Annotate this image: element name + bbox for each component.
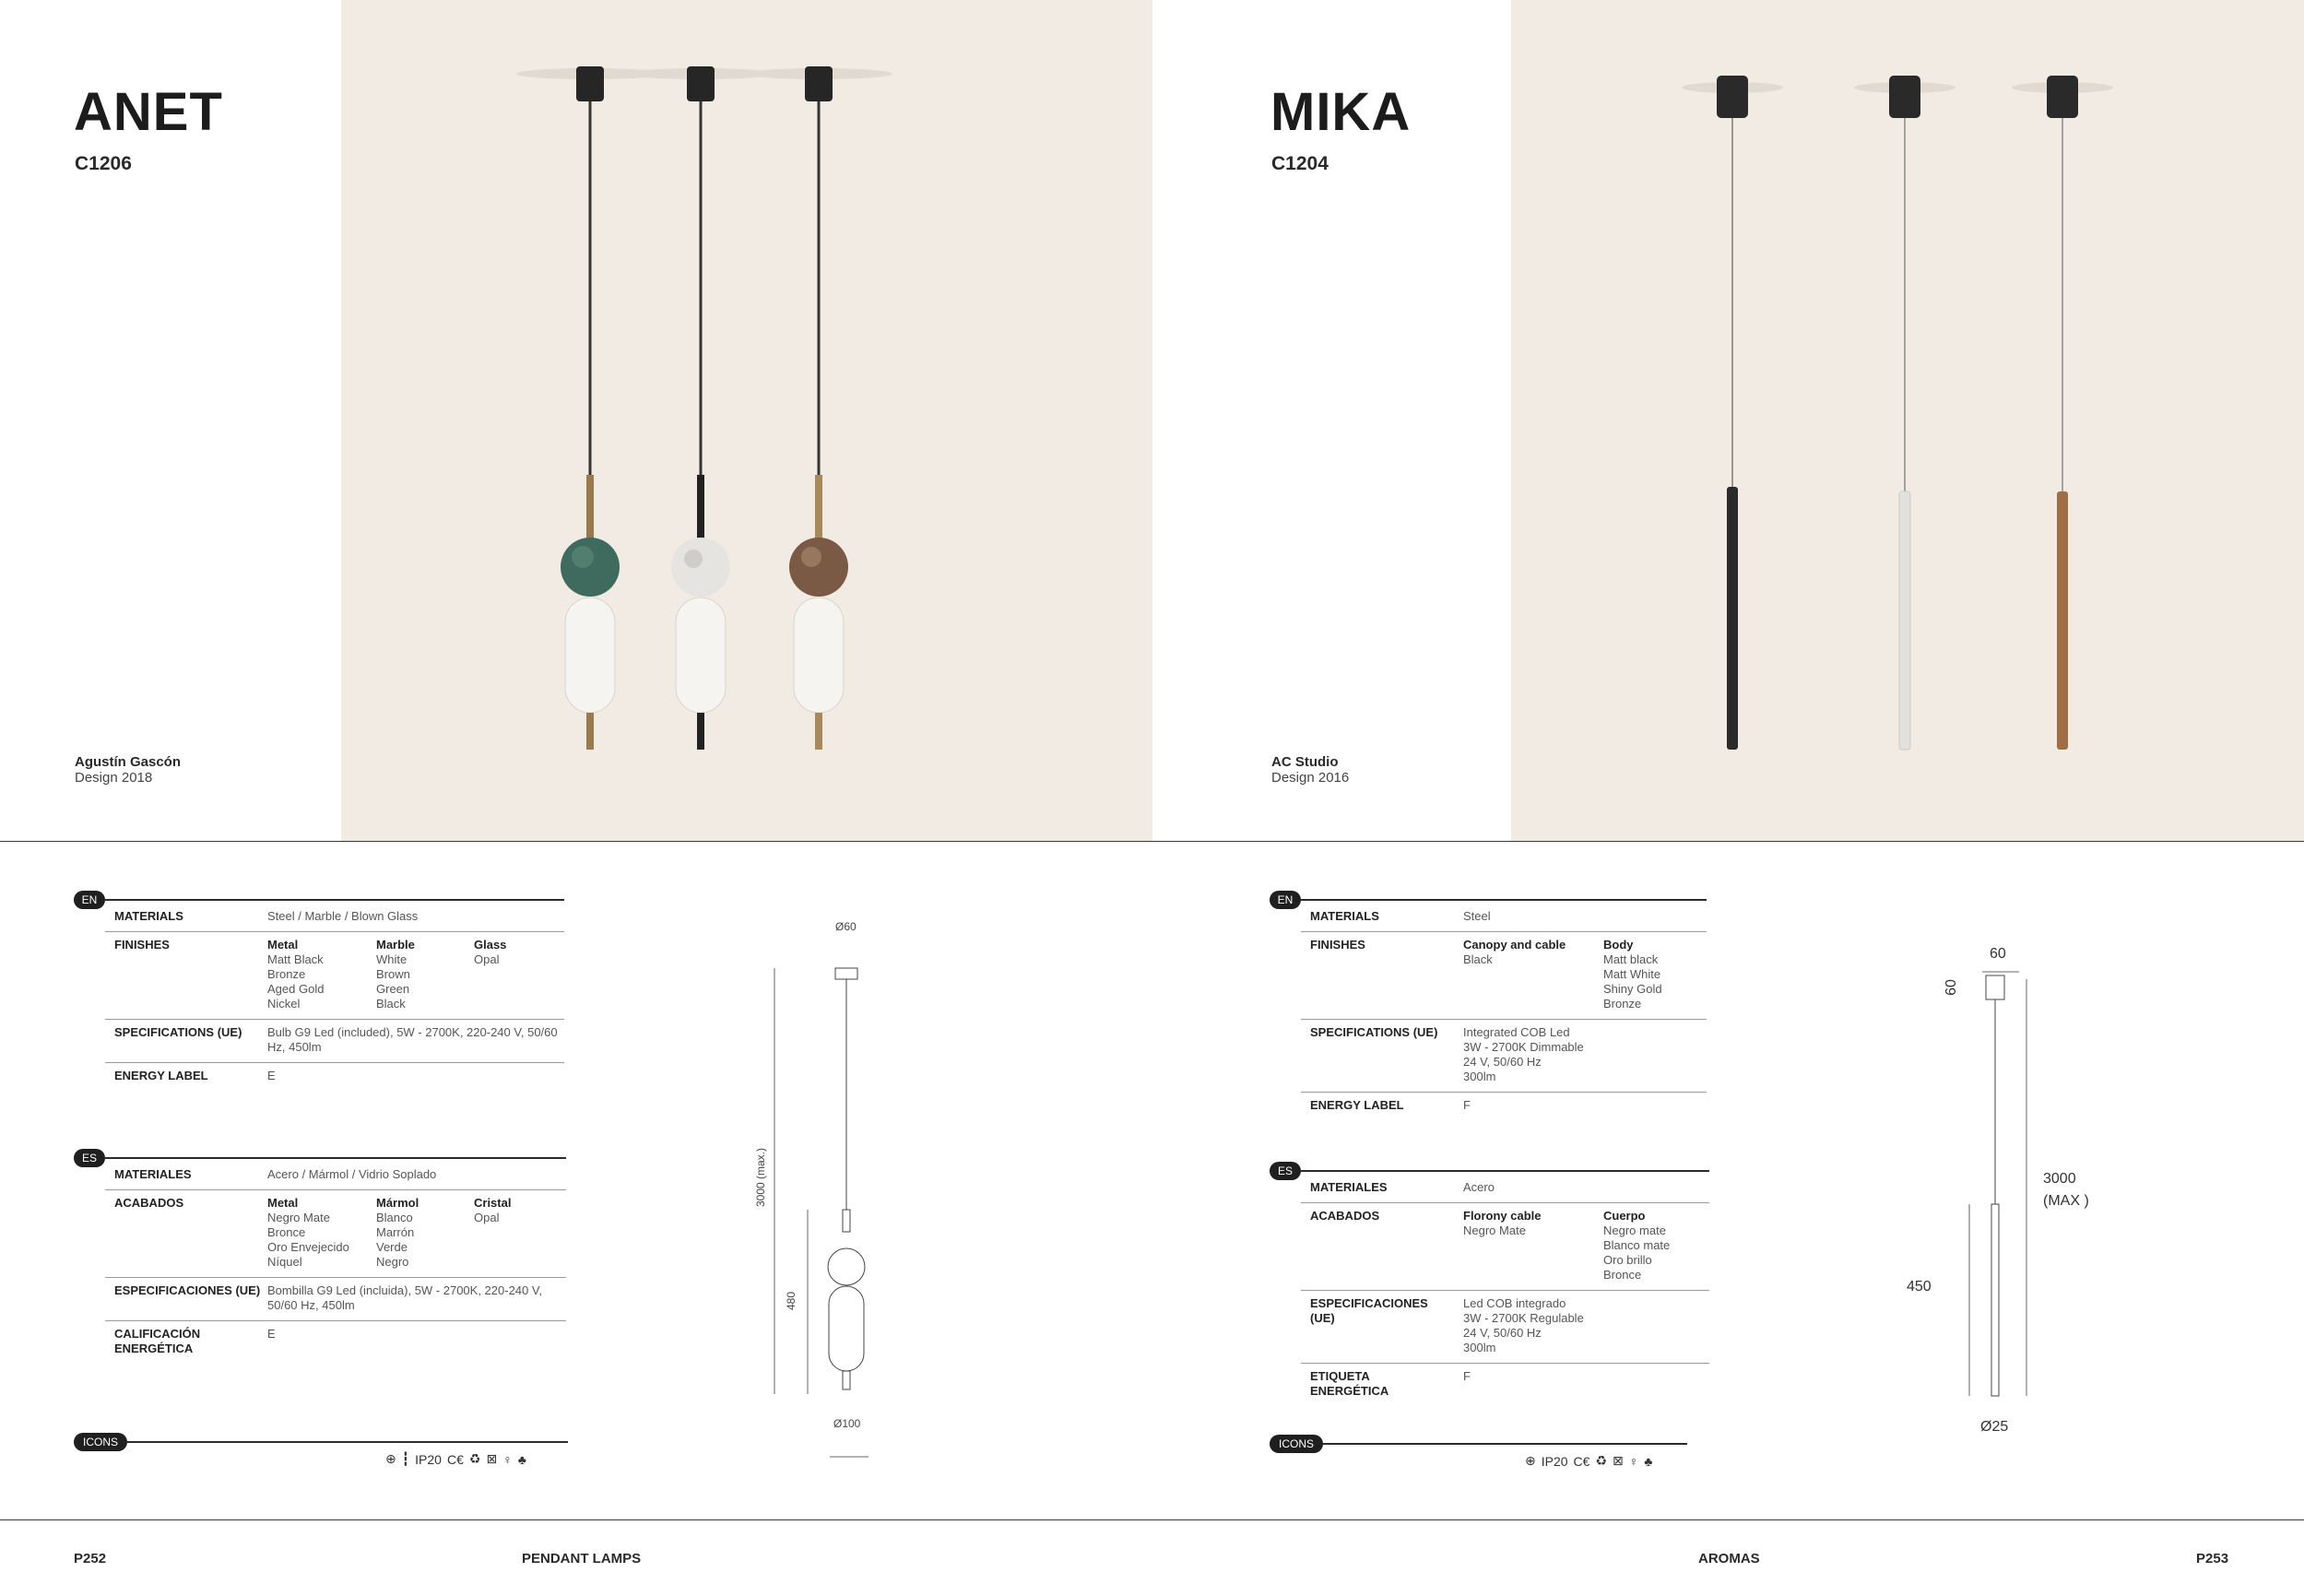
weee-bin-icon: ⊠ (486, 1451, 498, 1466)
mika-product-photo (1511, 0, 2304, 841)
finish-item: Opal (474, 952, 500, 966)
finish-item: Shiny Gold (1603, 982, 1662, 996)
finish-columns (1463, 938, 1705, 1011)
finish-column (267, 938, 376, 1011)
rule-line (105, 899, 564, 901)
icons-badge: ICONS (74, 1433, 127, 1451)
dim-top-diameter: Ø60 (835, 920, 857, 933)
page-number-left: P252 (74, 1551, 107, 1566)
finish-item: Negro mate (1603, 1224, 1666, 1237)
bulb-icon: ♀ (502, 1451, 513, 1467)
spec-lines (1463, 1025, 1584, 1084)
design-year-anet: Design 2018 (75, 770, 153, 786)
finish-item: Blanco mate (1603, 1238, 1671, 1252)
finish-column (1463, 1209, 1603, 1283)
dim-body-height: 450 (1907, 1279, 1932, 1295)
spec-row-materials: MATERIALS Steel / Marble / Blown Glass (105, 904, 564, 932)
cable-icon: ┇ (401, 1451, 410, 1466)
spec-row-finishes: FINISHES Canopy and cable Black Body Matt black Matt White Shiny Gold Bronze (1301, 932, 1707, 1020)
finish-item: Oro Envejecido (267, 1240, 349, 1254)
finish-column-head: Canopy and cable (1463, 938, 1566, 952)
spec-line: 300lm (1463, 1070, 1496, 1083)
spec-line: 24 V, 50/60 Hz (1463, 1326, 1542, 1340)
anet-product-photo (341, 0, 1152, 841)
spec-line: Integrated COB Led (1463, 1025, 1570, 1039)
designer-mika: AC Studio (1271, 754, 1339, 770)
finish-item: Bronce (267, 1225, 306, 1239)
finish-column-head: Florony cable (1463, 1209, 1542, 1223)
certification-icons (1525, 1453, 1652, 1469)
page-number-right: P253 (2196, 1551, 2229, 1566)
finish-item: Marrón (376, 1225, 415, 1239)
spec-lines (1463, 1296, 1584, 1355)
rule-line (1323, 1443, 1687, 1445)
finish-column-head: Metal (267, 1196, 299, 1210)
finish-item: Matt Black (267, 952, 324, 966)
spec-row-especificaciones: ESPECIFICACIONES (UE) Led COB integrado 3W - 2700K Regulable 24 V, 50/60 Hz 300lm (1301, 1291, 1709, 1364)
spec-row-finishes: FINISHES Metal Matt Black Bronze Aged Gold Nickel Marble White Brown Green Black Glass Opal (105, 932, 564, 1020)
dim-total-height: 3000 (max.) (754, 1147, 767, 1208)
spec-line: Led COB integrado (1463, 1296, 1566, 1310)
finish-columns (267, 938, 557, 1011)
dim-canopy-height: 60 (1943, 979, 1959, 996)
section-name-right: AROMAS (1698, 1551, 1760, 1566)
finish-column-head: Cristal (474, 1196, 512, 1210)
spec-row-calificacion: CALIFICACIÓN ENERGÉTICA E (114, 1327, 276, 1355)
finish-item: Níquel (267, 1255, 302, 1269)
footer-divider (0, 1519, 2304, 1520)
recycle-icon: ♻ (1595, 1453, 1608, 1468)
spec-row-specifications: SPECIFICATIONS (UE) Integrated COB Led 3W - 2700K Dimmable 24 V, 50/60 Hz 300lm (1301, 1020, 1707, 1093)
finish-column (1603, 1209, 1705, 1283)
anet-pendant-lamps-image (341, 0, 1152, 841)
section-name-left: PENDANT LAMPS (522, 1551, 642, 1566)
ce-mark-icon: C€ (446, 1451, 464, 1467)
finish-column-head: Glass (474, 938, 507, 952)
dim-top-width: 60 (1990, 946, 2006, 962)
lang-badge-en: EN (1270, 891, 1301, 909)
class-ii-icon: ⊕ (1525, 1453, 1536, 1468)
rule-line (127, 1441, 568, 1443)
finish-item: Black (1463, 952, 1493, 966)
finish-columns (1463, 1209, 1705, 1283)
recycle-icon: ♻ (468, 1451, 481, 1466)
rule-line (1301, 1170, 1709, 1172)
finish-item: Brown (376, 967, 410, 981)
class-ii-icon: ⊕ (385, 1451, 396, 1466)
dim-diameter: Ø25 (1980, 1419, 2009, 1435)
mika-pendant-lamps-image (1511, 0, 2304, 841)
spec-row-acabados: ACABADOS Metal Negro Mate Bronce Oro Envejecido Níquel Mármol Blanco Marrón Verde Negro Cristal Opal (105, 1190, 566, 1278)
finish-item: Negro Mate (267, 1211, 330, 1224)
rule-line (1301, 899, 1707, 901)
finish-column-head: Marble (376, 938, 415, 952)
energy-class-icon: ♣ (517, 1451, 526, 1467)
finish-column (267, 1196, 376, 1270)
finish-column (376, 938, 474, 1011)
finish-item: Matt White (1603, 967, 1661, 981)
finish-column (474, 1196, 557, 1270)
finish-item: Aged Gold (267, 982, 325, 996)
finish-column-head: Mármol (376, 1196, 419, 1210)
bulb-icon: ♀ (1628, 1453, 1639, 1469)
spec-row-etiqueta: ETIQUETA ENERGÉTICA F (1310, 1369, 1471, 1398)
icons-badge: ICONS (1270, 1435, 1323, 1453)
spec-row-acabados: ACABADOS Florony cable Negro Mate Cuerpo Negro mate Blanco mate Oro brillo Bronce (1301, 1203, 1709, 1291)
finish-item: Blanco (376, 1211, 413, 1224)
designer-anet: Agustín Gascón (75, 754, 182, 770)
finish-column-head: Metal (267, 938, 299, 952)
finish-item: Black (376, 997, 406, 1011)
finish-item: Oro brillo (1603, 1253, 1652, 1267)
spec-line: 24 V, 50/60 Hz (1463, 1055, 1542, 1069)
energy-class-icon: ♣ (1644, 1453, 1653, 1469)
spec-row-materiales: MATERIALES Acero (1301, 1175, 1709, 1203)
lang-badge-es: ES (74, 1149, 105, 1167)
spec-line: 3W - 2700K Regulable (1463, 1311, 1584, 1325)
rule-line (105, 1157, 566, 1159)
finish-columns (267, 1196, 557, 1270)
product-title-anet: ANET (74, 82, 223, 142)
ip-rating: IP20 (1541, 1453, 1568, 1469)
section-divider (0, 841, 2304, 842)
lang-badge-es: ES (1270, 1162, 1301, 1180)
finish-column-head: Cuerpo (1603, 1209, 1646, 1223)
product-code-mika: C1204 (1271, 153, 1329, 174)
ce-mark-icon: C€ (1573, 1453, 1590, 1469)
finish-item: Negro (376, 1255, 409, 1269)
product-code-anet: C1206 (75, 153, 132, 174)
spec-row-energy: ENERGY LABEL E (114, 1069, 276, 1082)
certification-icons (385, 1451, 526, 1467)
spec-row-materials: MATERIALS Steel (1301, 904, 1707, 932)
dim-total-height-note: (MAX ) (2043, 1193, 2089, 1209)
product-title-mika: MIKA (1270, 82, 1412, 142)
finish-item: Bronce (1603, 1268, 1642, 1282)
mika-technical-drawing (1918, 959, 2038, 1411)
finish-column (1603, 938, 1705, 1011)
finish-item: Opal (474, 1211, 500, 1224)
weee-bin-icon: ⊠ (1613, 1453, 1624, 1468)
finish-item: Matt black (1603, 952, 1659, 966)
ip-rating: IP20 (415, 1451, 442, 1467)
finish-item: White (376, 952, 408, 966)
finish-item: Nickel (267, 997, 301, 1011)
lang-badge-en: EN (74, 891, 105, 909)
finish-item: Verde (376, 1240, 408, 1254)
finish-item: Bronze (1603, 997, 1642, 1011)
spec-row-materiales: MATERIALES Acero / Mármol / Vidrio Soplado (105, 1162, 566, 1190)
finish-item: Bronze (267, 967, 306, 981)
spec-line: 300lm (1463, 1341, 1496, 1354)
spec-row-especificaciones: ESPECIFICACIONES (UE) Bombilla G9 Led (incluida), 5W - 2700K, 220-240 V, 50/60 Hz, 450lm (105, 1278, 566, 1321)
spec-row-specifications: SPECIFICATIONS (UE) Bulb G9 Led (included), 5W - 2700K, 220-240 V, 50/60 Hz, 450lm (105, 1020, 564, 1063)
finish-column (1463, 938, 1603, 1011)
spec-row-energy: ENERGY LABEL F (1310, 1098, 1471, 1112)
finish-column-head: Body (1603, 938, 1634, 952)
finish-item: Negro Mate (1463, 1224, 1526, 1237)
spec-line: 3W - 2700K Dimmable (1463, 1040, 1584, 1054)
dim-bottom-diameter: Ø100 (833, 1417, 861, 1430)
design-year-mika: Design 2016 (1271, 770, 1350, 786)
finish-column (474, 938, 557, 1011)
dim-body-height: 480 (785, 1291, 798, 1311)
dim-total-height: 3000 (2043, 1171, 2076, 1187)
finish-column (376, 1196, 474, 1270)
anet-technical-drawing (747, 913, 904, 1466)
finish-item: Green (376, 982, 410, 996)
